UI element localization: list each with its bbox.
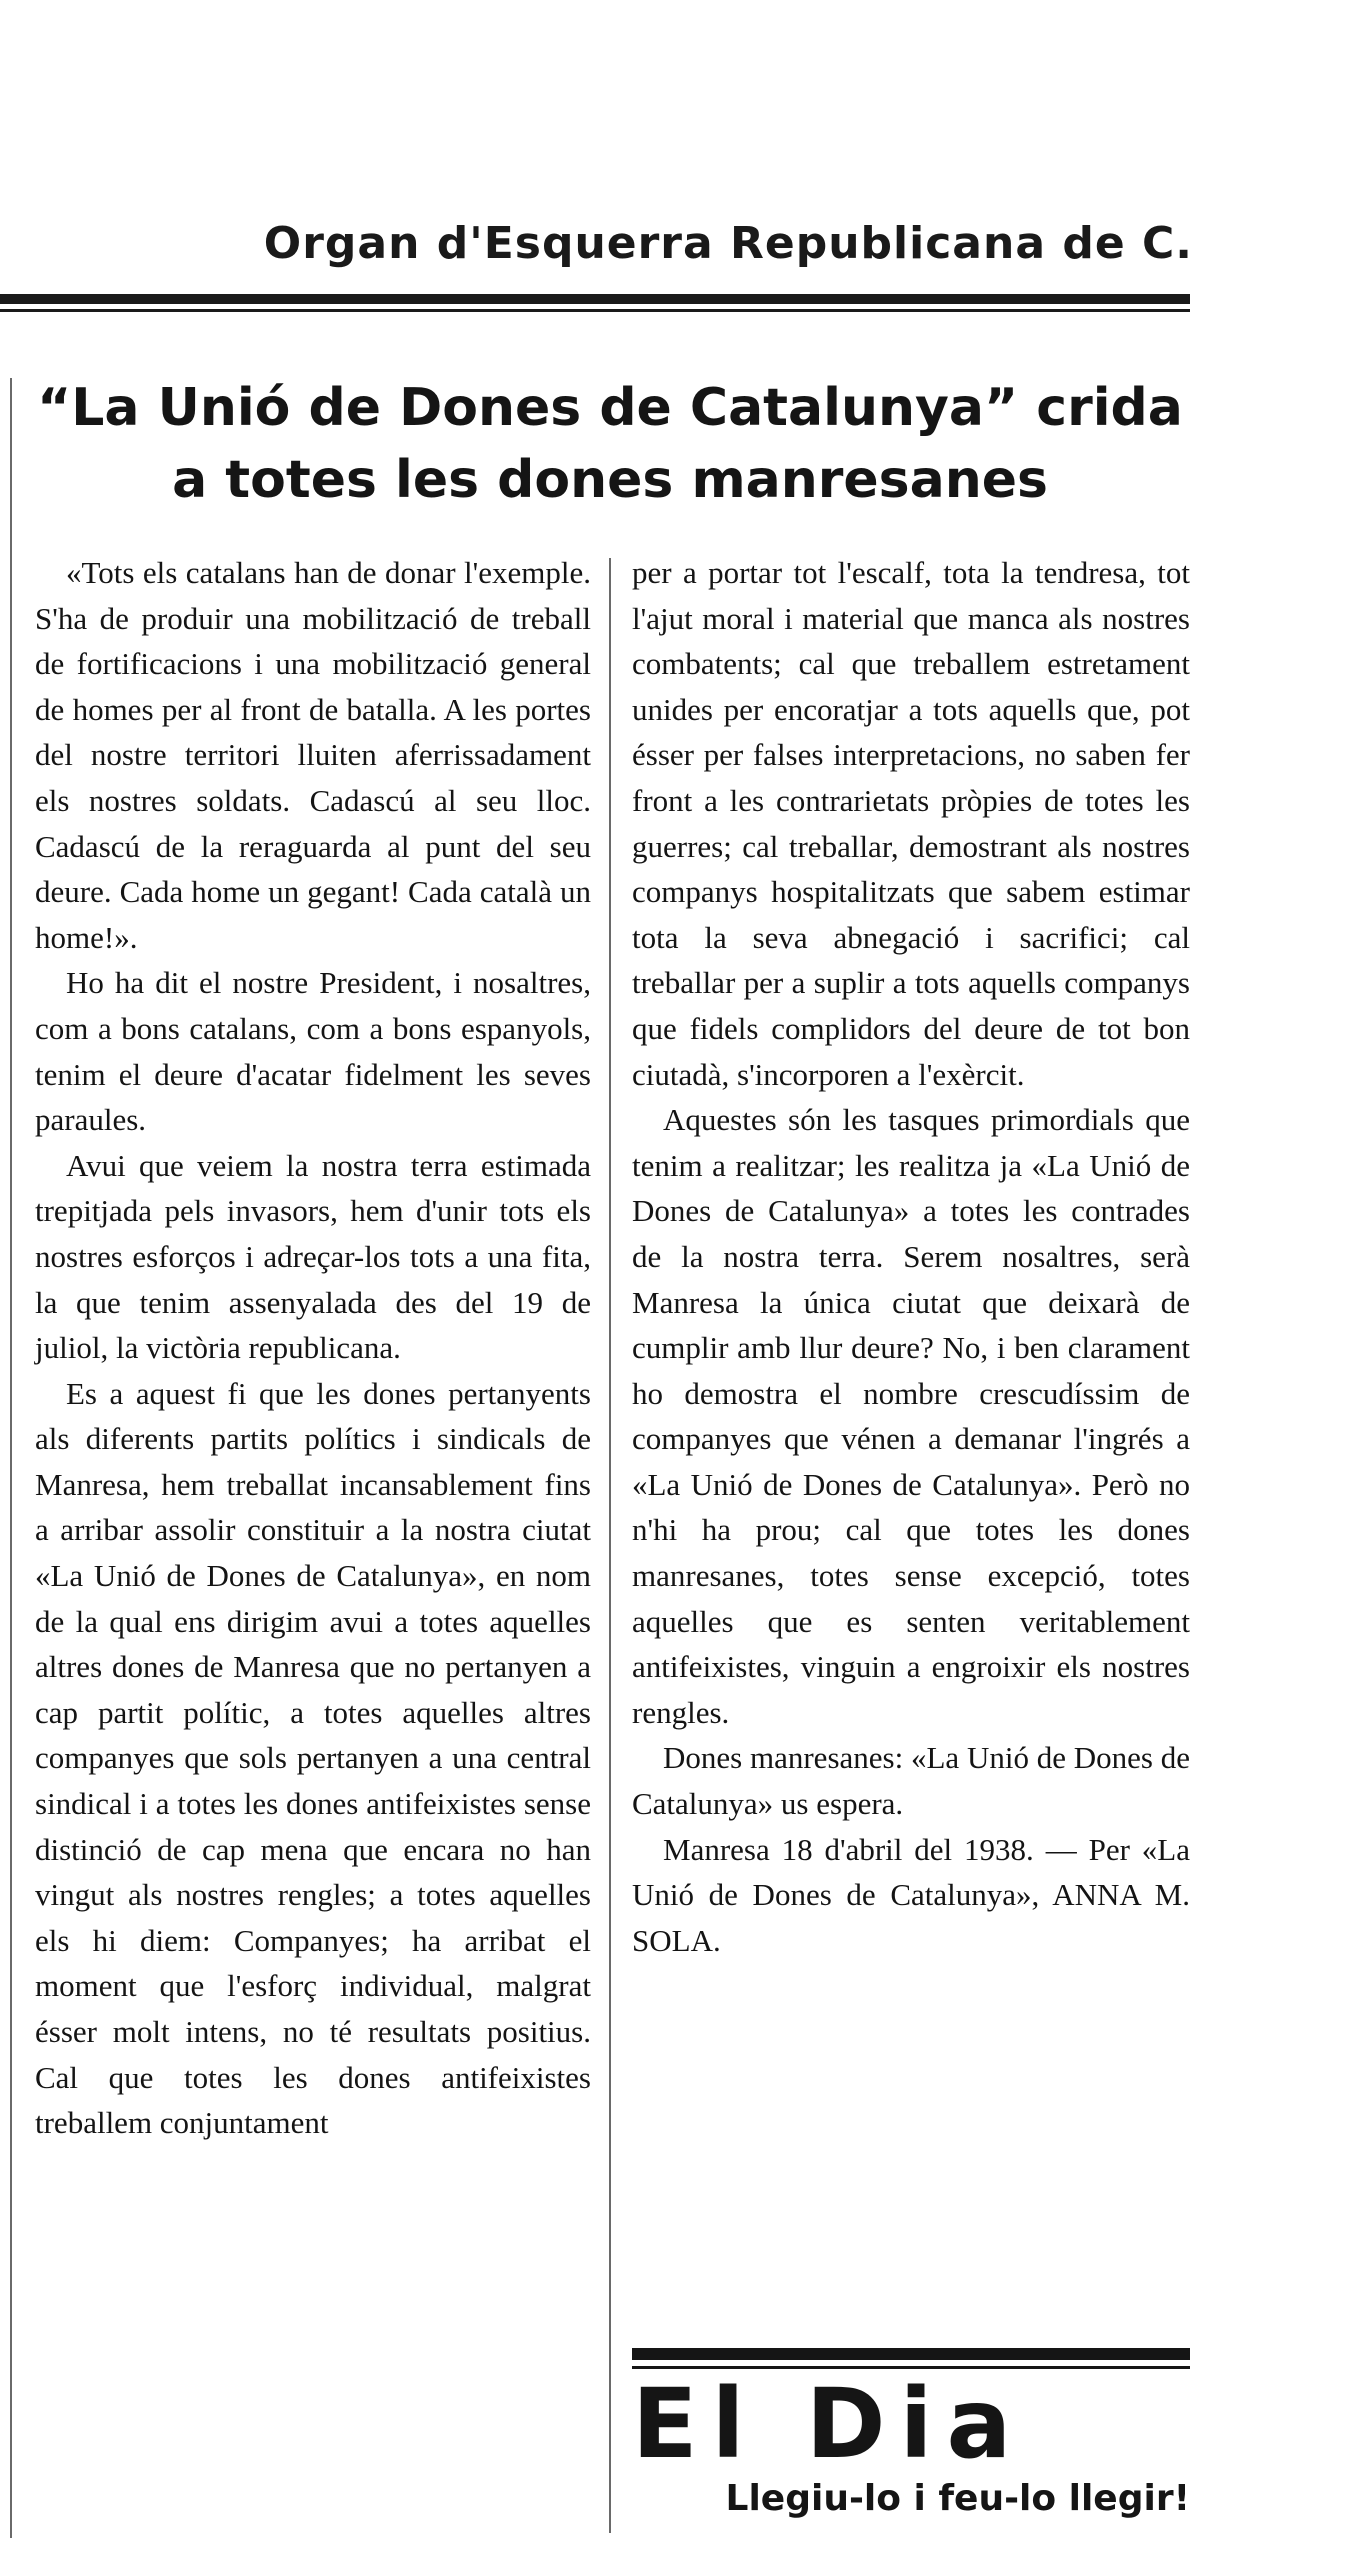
- paragraph: per a portar tot l'escalf, tota la tendresa, tot l'ajut moral i material que manca als nostres combatents; cal que treballem estretament unides per encoratjar a tots aquells que, pot ésser per falses interpretacions, no saben fer front a les contrarietats pròpies de totes les guerres; cal treballar, demostrant als nostres companys hospitalitzats que sabem estimar tota la seva abnegació i sacrifici; cal treballar per a suplir a tots aquells companys que fidels complidors del deure de tot bon ciutadà, s'incorporen a l'exèrcit.: [632, 555, 1190, 1092]
- paragraph: «Tots els catalans han de donar l'exemple. S'ha de produir una mobilització de treball de fortificacions i una mobilització general de homes per al front de batalla. A les portes del nostre territori lluiten aferrissadament els nostres soldats. Cadascú al seu lloc. Cadascú de la reraguarda al punt del seu deure. Cada home un gegant! Cada català un home!».: [35, 555, 591, 955]
- paragraph: Ho ha dit el nostre President, i nosaltres, com a bons catalans, com a bons espanyols, tenim el deure d'acatar fidelment les seves paraules.: [35, 965, 591, 1138]
- paragraph: Es a aquest fi que les dones pertanyents als diferents partits polítics i sindicals de Manresa, hem treballat incansablement fins a arribar assolir constituir a la nostra ciutat «La Unió de Dones de Catalunya», en nom de la qual ens dirigim avui a totes aquelles altres dones de Manresa que no pertanyen a cap partit polític, a totes aquelles altres companyes que sols pertanyen a una central sindical i a totes les dones antifeixistes sense distinció de cap mena que encara no han vingut als nostres rengles; a totes aquelles els hi diem: Companyes; ha arribat el moment que l'esforç individual, malgrat ésser molt intens, no té resultats positius. Cal que totes les dones antifeixistes treballem conjuntament: [35, 1375, 591, 2141]
- header-rule-thick: [0, 294, 1190, 304]
- masthead-rule-thick: [632, 2348, 1190, 2360]
- article-column-right: [632, 550, 1190, 1963]
- header-rule-thin: [0, 309, 1190, 312]
- signature-paragraph: Manresa 18 d'abril del 1938. — Per «La Unió de Dones de Catalunya», ANNA M. SOLA.: [632, 1831, 1190, 1958]
- organ-header: Organ d'Esquerra Republicana de C.: [263, 218, 1193, 269]
- article-column-left: [35, 550, 591, 2146]
- paragraph: Aquestes són les tasques primordials que tenim a realitzar; les realitza ja «La Unió de Dones de Catalunya» a totes les contrades de la nostra terra. Serem nosaltres, serà Manresa la única ciutat que deixarà de cumplir amb llur deure? No, i ben clarament ho demostra el nombre crescudíssim de companyes que vénen a demanar l'ingrés a «La Unió de Dones de Catalunya». Però no n'hi ha prou; cal que totes les dones manresanes, totes sense excepció, totes aquelles que es senten veritablement antifeixistes, vinguin a engroixir els nostres rengles.: [632, 1102, 1190, 1730]
- masthead-tagline: Llegiu-lo i feu-lo llegir!: [725, 2478, 1190, 2519]
- headline-line-2: a totes les dones manresanes: [172, 450, 1048, 510]
- left-margin-rule: [10, 378, 12, 2538]
- masthead-title: El Dia: [632, 2368, 1026, 2480]
- paragraph: Avui que veiem la nostra terra estimada trepitjada pels invasors, hem d'unir tots els nostres esforços i adreçar-los tots a una fita, la que tenim assenyalada des del 19 de juliol, la victòria republicana.: [35, 1147, 591, 1366]
- paragraph: Dones manresanes: «La Unió de Dones de Catalunya» us espera.: [632, 1740, 1190, 1822]
- headline-line-1: “La Unió de Dones de Catalunya” crida: [37, 378, 1183, 438]
- article-headline: [20, 372, 1200, 516]
- column-divider: [609, 558, 611, 2533]
